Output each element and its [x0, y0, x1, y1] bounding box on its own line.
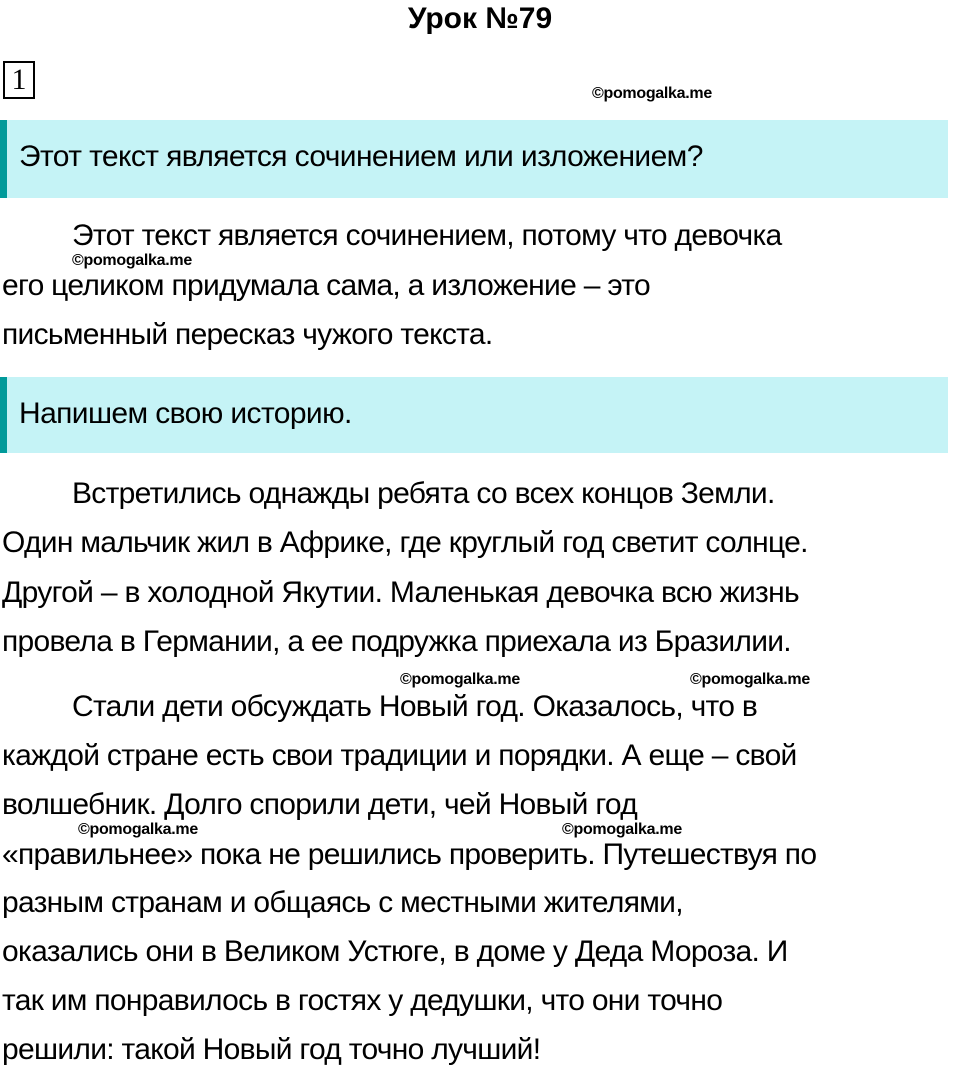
story-line: разным странам и общаясь с местными жителями, — [2, 886, 683, 919]
page-title: Урок №79 — [407, 2, 553, 35]
watermark: ©pomogalka.me — [562, 821, 682, 838]
story-line: волшебник. Долго спорили дети, чей Новый год — [2, 788, 638, 821]
watermark: ©pomogalka.me — [72, 252, 192, 269]
question-text: Этот текст является сочинением или изложением? — [19, 140, 703, 173]
section-heading-banner — [0, 377, 948, 453]
answer-line: письменный пересказ чужого текста. — [2, 318, 493, 351]
story-line: каждой стране есть свои традиции и порядки. А еще – свой — [2, 739, 797, 772]
watermark: ©pomogalka.me — [78, 821, 198, 838]
story-line: провела в Германии, а ее подружка приехала из Бразилии. — [2, 625, 791, 658]
task-number: 1 — [3, 61, 35, 99]
story-line: «правильнее» пока не решились проверить. Путешествуя по — [2, 838, 817, 871]
story-line: оказались они в Великом Устюге, в доме у Деда Мороза. И — [2, 935, 788, 968]
story-line: Встретились однажды ребята со всех концов Земли. — [72, 477, 775, 510]
story-line: Один мальчик жил в Африке, где круглый год светит солнце. — [2, 526, 808, 559]
story-line: так им понравилось в гостях у дедушки, что они точно — [2, 984, 723, 1017]
watermark: ©pomogalka.me — [690, 671, 810, 688]
answer-line: его целиком придумала сама, а изложение – это — [2, 269, 650, 302]
watermark: ©pomogalka.me — [400, 671, 520, 688]
story-line: Стали дети обсуждать Новый год. Оказалось, что в — [72, 690, 758, 723]
story-line: решили: такой Новый год точно лучший! — [2, 1033, 541, 1066]
section-heading: Напишем свою историю. — [19, 397, 352, 430]
question-banner — [0, 120, 948, 198]
watermark: ©pomogalka.me — [592, 85, 712, 102]
story-line: Другой – в холодной Якутии. Маленькая девочка всю жизнь — [2, 576, 799, 609]
answer-line: Этот текст является сочинением, потому что девочка — [72, 219, 782, 252]
